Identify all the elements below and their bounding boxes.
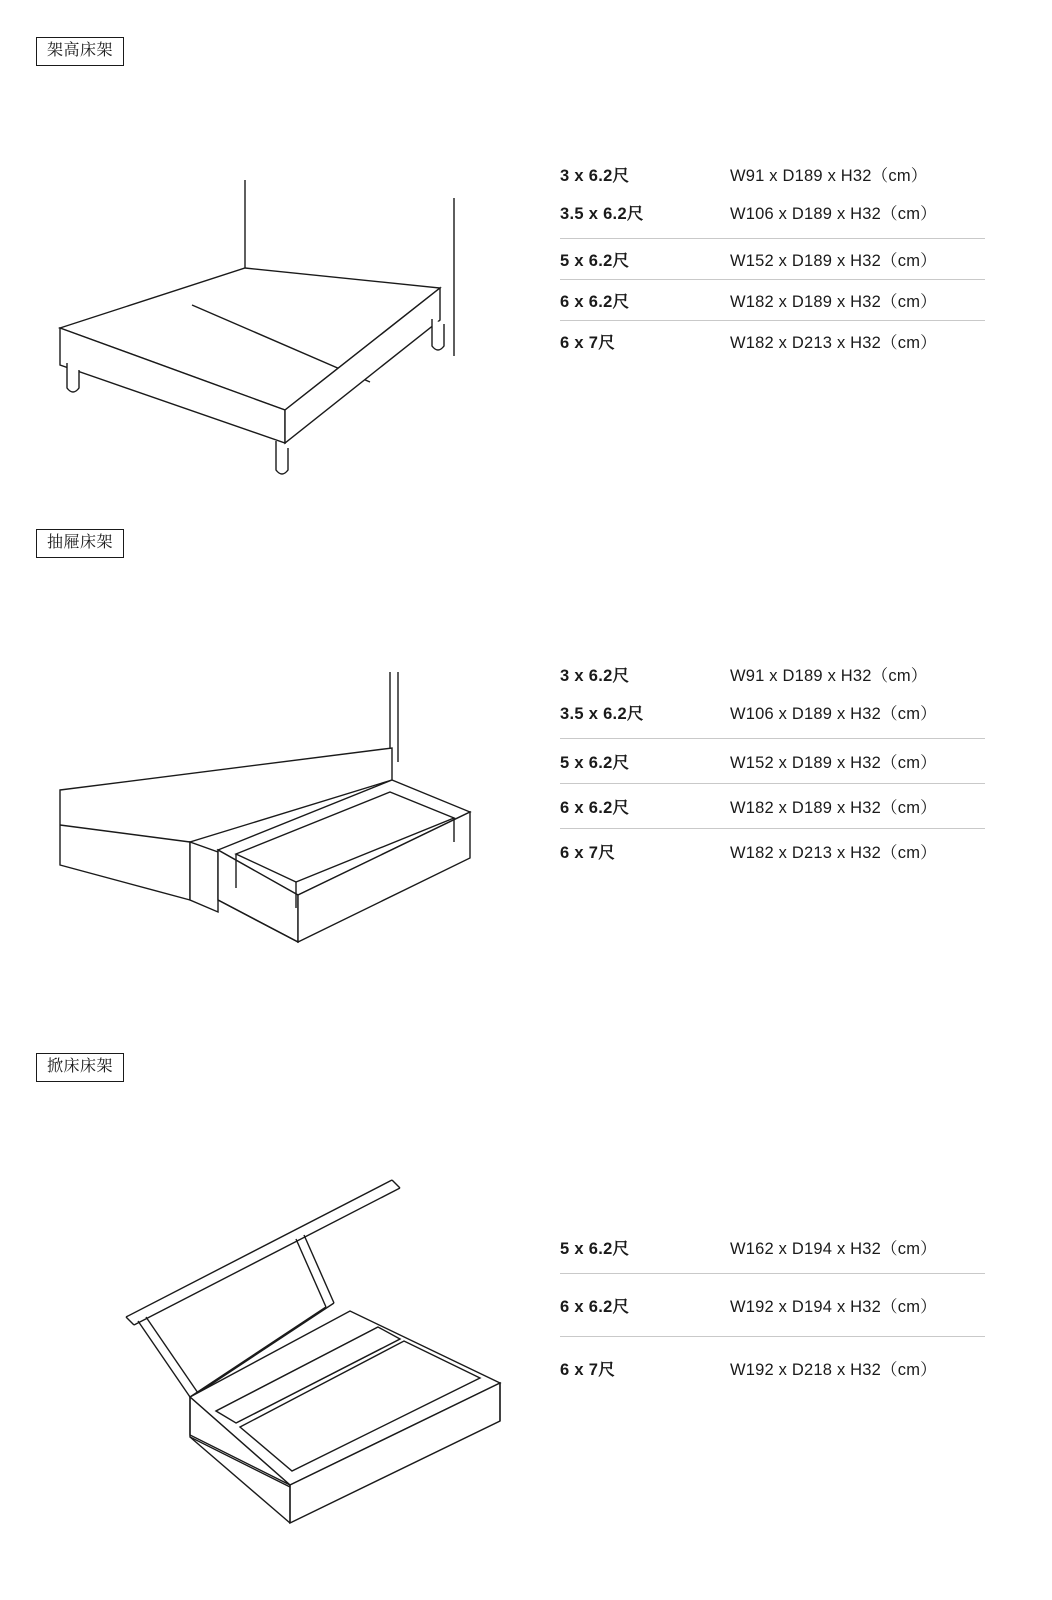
spec-dimension: W106 x D189 x H32（cm）	[730, 205, 937, 223]
spec-dimension: W192 x D194 x H32（cm）	[730, 1298, 937, 1316]
spec-dimension: W182 x D189 x H32（cm）	[730, 293, 937, 311]
spec-dimension: W182 x D213 x H32（cm）	[730, 844, 937, 862]
spec-group	[560, 239, 985, 280]
spec-dimension: W162 x D194 x H32（cm）	[730, 1239, 937, 1258]
spec-size: 6 x 6.2尺	[560, 1298, 630, 1316]
spec-group	[560, 162, 985, 239]
spec-group	[560, 280, 985, 321]
spec-group	[560, 1274, 985, 1337]
spec-dimension: W192 x D218 x H32（cm）	[730, 1361, 937, 1379]
spec-row	[560, 1274, 985, 1336]
spec-group	[560, 1220, 985, 1274]
spec-size: 6 x 7尺	[560, 1361, 615, 1379]
spec-group	[560, 739, 985, 784]
section-drawer-bed-frame	[0, 500, 1052, 1025]
spec-row	[560, 239, 985, 279]
spec-size: 3.5 x 6.2尺	[560, 705, 644, 723]
spec-row	[560, 1220, 985, 1273]
section-label-raised: 架高床架	[36, 37, 124, 66]
spec-size: 3.5 x 6.2尺	[560, 205, 644, 223]
spec-dimension: W182 x D213 x H32（cm）	[730, 334, 937, 352]
section-raised-bed-frame	[0, 0, 1052, 500]
section-label-drawer: 抽屜床架	[36, 529, 124, 558]
spec-group	[560, 321, 985, 361]
spec-size: 5 x 6.2尺	[560, 252, 630, 270]
spec-size: 5 x 6.2尺	[560, 1239, 630, 1258]
spec-group	[560, 784, 985, 829]
spec-size: 6 x 7尺	[560, 844, 615, 862]
spec-dimension: W91 x D189 x H32（cm）	[730, 667, 928, 685]
spec-row	[560, 321, 985, 361]
spec-row	[560, 784, 985, 828]
spec-table-drawer	[560, 662, 985, 873]
spec-size: 6 x 7尺	[560, 334, 615, 352]
spec-row	[560, 162, 985, 200]
spec-dimension: W106 x D189 x H32（cm）	[730, 705, 937, 723]
spec-table-liftup	[560, 1220, 985, 1399]
illustration-lift-up-bed-frame	[40, 1135, 520, 1545]
spec-row	[560, 1337, 985, 1399]
spec-dimension: W91 x D189 x H32（cm）	[730, 167, 928, 185]
spec-row	[560, 200, 985, 238]
spec-row	[560, 280, 985, 320]
spec-row	[560, 829, 985, 873]
section-lift-up-bed-frame	[0, 1025, 1052, 1600]
illustration-raised-bed-frame	[40, 160, 500, 480]
spec-row	[560, 700, 985, 738]
spec-size: 6 x 6.2尺	[560, 293, 630, 311]
illustration-drawer-bed-frame	[40, 650, 510, 990]
spec-size: 3 x 6.2尺	[560, 167, 630, 185]
spec-dimension: W182 x D189 x H32（cm）	[730, 799, 937, 817]
spec-size: 3 x 6.2尺	[560, 667, 630, 685]
spec-size: 5 x 6.2尺	[560, 754, 630, 772]
spec-dimension: W152 x D189 x H32（cm）	[730, 252, 937, 270]
spec-row	[560, 662, 985, 700]
spec-dimension: W152 x D189 x H32（cm）	[730, 754, 937, 772]
spec-group	[560, 1337, 985, 1399]
spec-size: 6 x 6.2尺	[560, 799, 630, 817]
spec-group	[560, 829, 985, 873]
section-label-liftup: 掀床床架	[36, 1053, 124, 1082]
spec-row	[560, 739, 985, 783]
spec-group	[560, 662, 985, 739]
spec-table-raised	[560, 162, 985, 361]
